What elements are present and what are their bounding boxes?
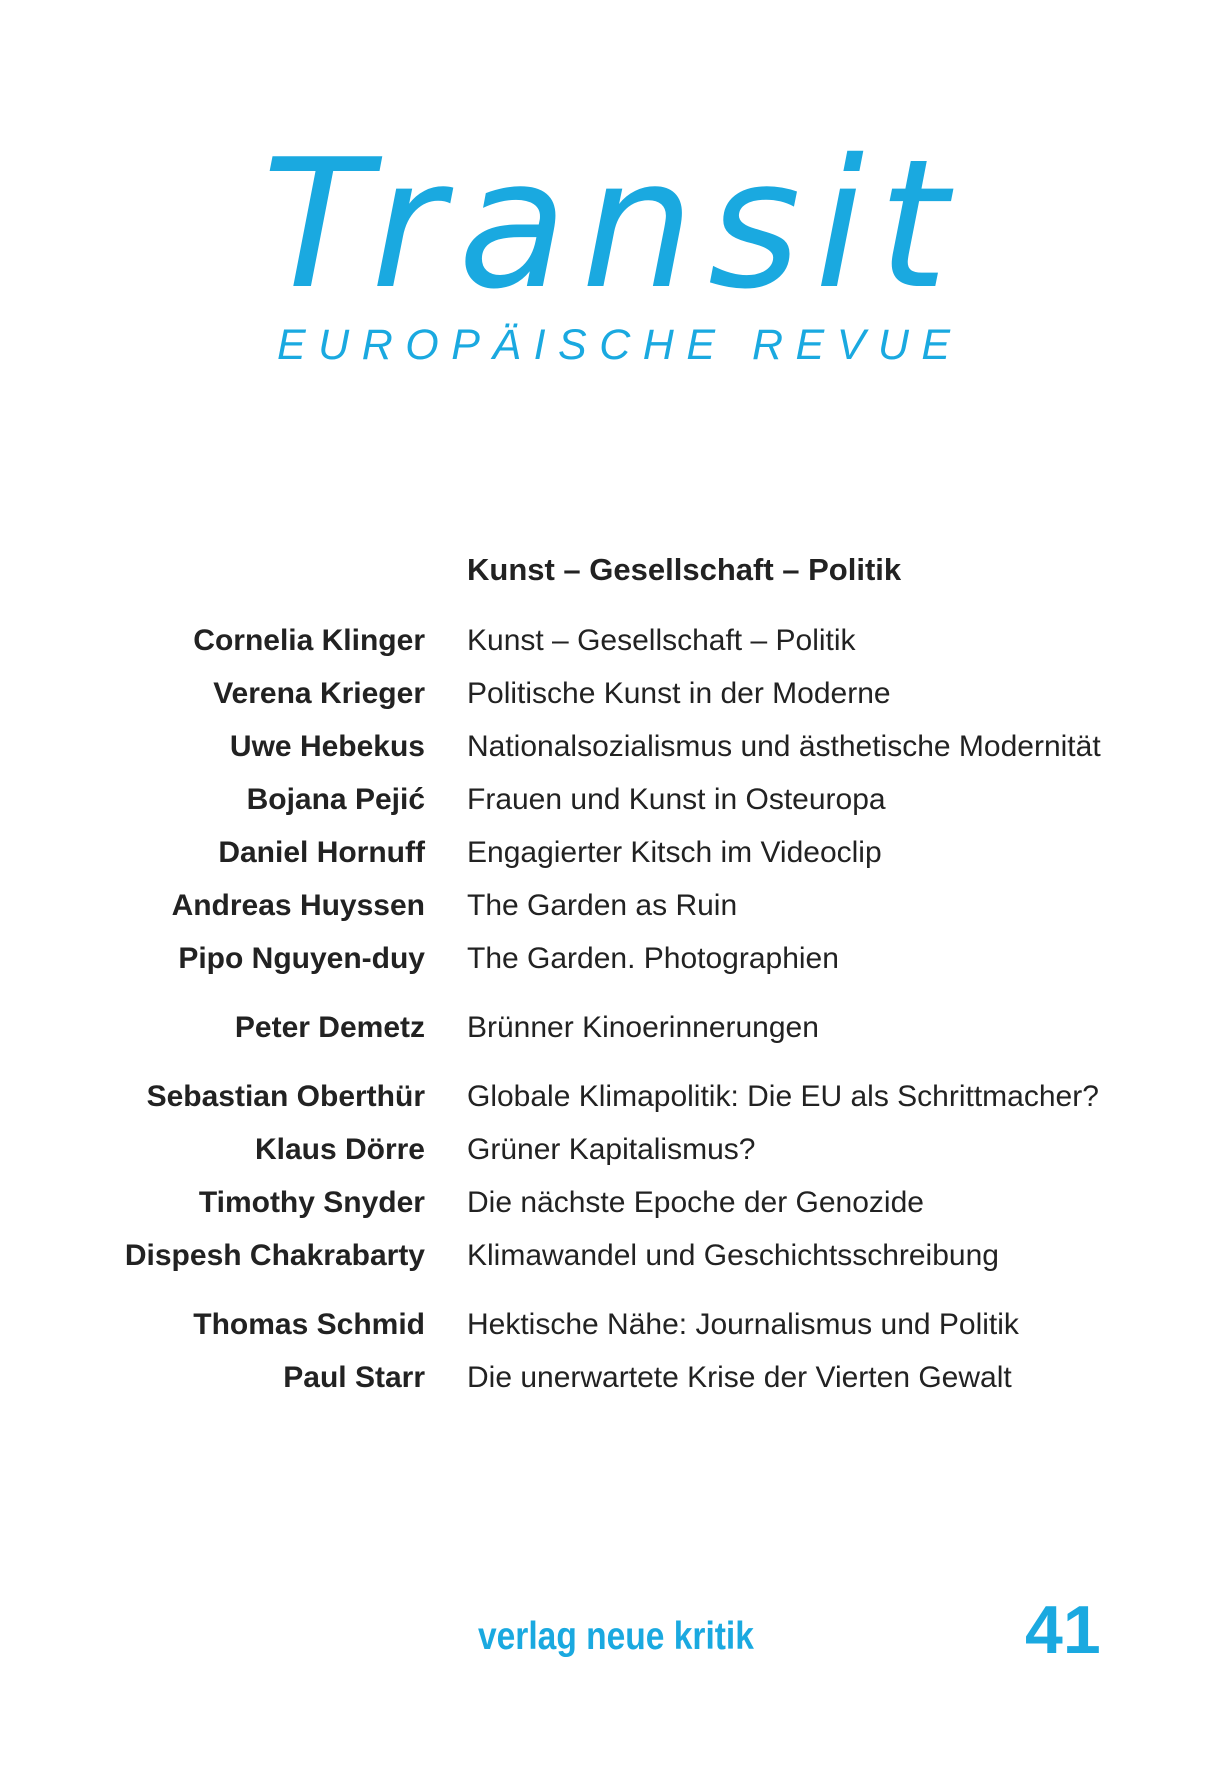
toc-author: Peter Demetz: [234, 1011, 425, 1044]
toc-author: Thomas Schmid: [193, 1308, 425, 1341]
toc-entry: [0, 937, 1221, 981]
journal-subtitle: EUROPÄISCHE REVUE: [277, 321, 963, 369]
toc-title: Nationalsozialismus und ästhetische Modernität: [467, 730, 1101, 763]
toc-entry: [0, 884, 1221, 928]
toc-title: Engagierter Kitsch im Videoclip: [467, 836, 882, 869]
issue-number: 41: [1025, 1592, 1101, 1668]
toc-entry: [0, 1006, 1221, 1050]
toc-entry: [0, 725, 1221, 769]
toc-author: Sebastian Oberthür: [146, 1080, 425, 1113]
toc-entry: [0, 1356, 1221, 1400]
toc-entry: [0, 1075, 1221, 1119]
toc-title: Hektische Nähe: Journalismus und Politik: [467, 1308, 1019, 1341]
publisher-name: verlag neue kritik: [478, 1615, 754, 1658]
toc-entry: [0, 831, 1221, 875]
toc-author: Andreas Huyssen: [171, 889, 425, 922]
toc-entry: [0, 778, 1221, 822]
theme-heading: Kunst – Gesellschaft – Politik: [467, 552, 902, 587]
toc-title: Brünner Kinoerinnerungen: [467, 1011, 819, 1044]
toc-title: Klimawandel und Geschichtsschreibung: [467, 1239, 999, 1272]
toc-author: Daniel Hornuff: [218, 836, 425, 869]
toc-author: Verena Krieger: [213, 677, 425, 710]
toc-author: Dispesh Chakrabarty: [124, 1239, 425, 1272]
toc-entry: [0, 619, 1221, 663]
toc-title: The Garden as Ruin: [467, 889, 738, 922]
toc-title: Frauen und Kunst in Osteuropa: [467, 783, 886, 816]
toc-title: Kunst – Gesellschaft – Politik: [467, 624, 856, 657]
toc-title: Grüner Kapitalismus?: [467, 1133, 756, 1166]
toc-entry: [0, 1303, 1221, 1347]
toc-author: Pipo Nguyen-duy: [178, 942, 425, 975]
toc-author: Paul Starr: [283, 1361, 425, 1394]
toc-author: Klaus Dörre: [254, 1133, 425, 1166]
toc-entry: [0, 1128, 1221, 1172]
toc-author: Uwe Hebekus: [229, 730, 425, 763]
toc-title: Die nächste Epoche der Genozide: [467, 1186, 924, 1219]
toc-title: Politische Kunst in der Moderne: [467, 677, 891, 710]
toc-author: Bojana Pejić: [246, 783, 425, 816]
toc-title: Die unerwartete Krise der Vierten Gewalt: [467, 1361, 1012, 1394]
toc-entry: [0, 1181, 1221, 1225]
toc-author: Cornelia Klinger: [193, 624, 425, 657]
toc-title: Globale Klimapolitik: Die EU als Schrittmacher?: [467, 1080, 1099, 1113]
toc-title: The Garden. Photographien: [467, 942, 839, 975]
toc-author: Timothy Snyder: [198, 1186, 425, 1219]
toc-entry: [0, 1234, 1221, 1278]
journal-title: Transit: [262, 121, 962, 328]
toc-entry: [0, 672, 1221, 716]
